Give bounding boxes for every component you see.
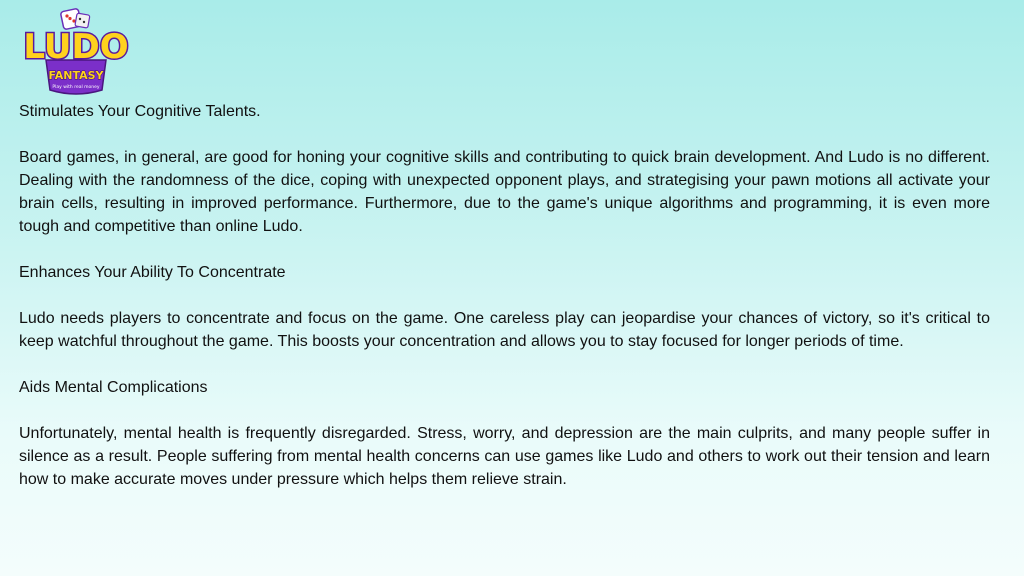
spacer bbox=[19, 284, 990, 307]
article-content bbox=[19, 100, 990, 491]
logo-graphic bbox=[18, 8, 134, 98]
section-paragraph: Board games, in general, are good for honing your cognitive skills and contributing to quick brain development. And Ludo is no different. Dealing with the randomness of the dice, coping with unexpected opponent plays, and strategising your pawn motions all activate your brain cells, resulting in improved performance. Furthermore, due to the game's unique algorithms and programming, it is even more tough and competitive than online Ludo. bbox=[19, 149, 990, 235]
section-heading: Stimulates Your Cognitive Talents. bbox=[19, 103, 261, 120]
section-paragraph: Unfortunately, mental health is frequently disregarded. Stress, worry, and depression are the main culprits, and many people suffer in silence as a result. People suffering from mental health concerns can use games like Ludo and others to work out their tension and learn how to make accurate moves under pressure which helps them relieve strain. bbox=[19, 425, 990, 488]
section-paragraph: Ludo needs players to concentrate and focus on the game. One careless play can jeopardise your chances of victory, so it's critical to keep watchful throughout the game. This boosts your concentration and allows you to stay focused for longer periods of time. bbox=[19, 310, 990, 350]
ludo-fantasy-logo bbox=[18, 8, 134, 98]
section-heading: Aids Mental Complications bbox=[19, 379, 208, 396]
spacer bbox=[19, 353, 990, 376]
logo-title: LUDO bbox=[23, 27, 129, 67]
spacer bbox=[19, 399, 990, 422]
logo-subtitle: FANTASY bbox=[48, 69, 104, 82]
spacer bbox=[19, 123, 990, 146]
spacer bbox=[19, 238, 990, 261]
section-heading: Enhances Your Ability To Concentrate bbox=[19, 264, 286, 281]
logo-tagline: Play with real money bbox=[52, 85, 100, 90]
